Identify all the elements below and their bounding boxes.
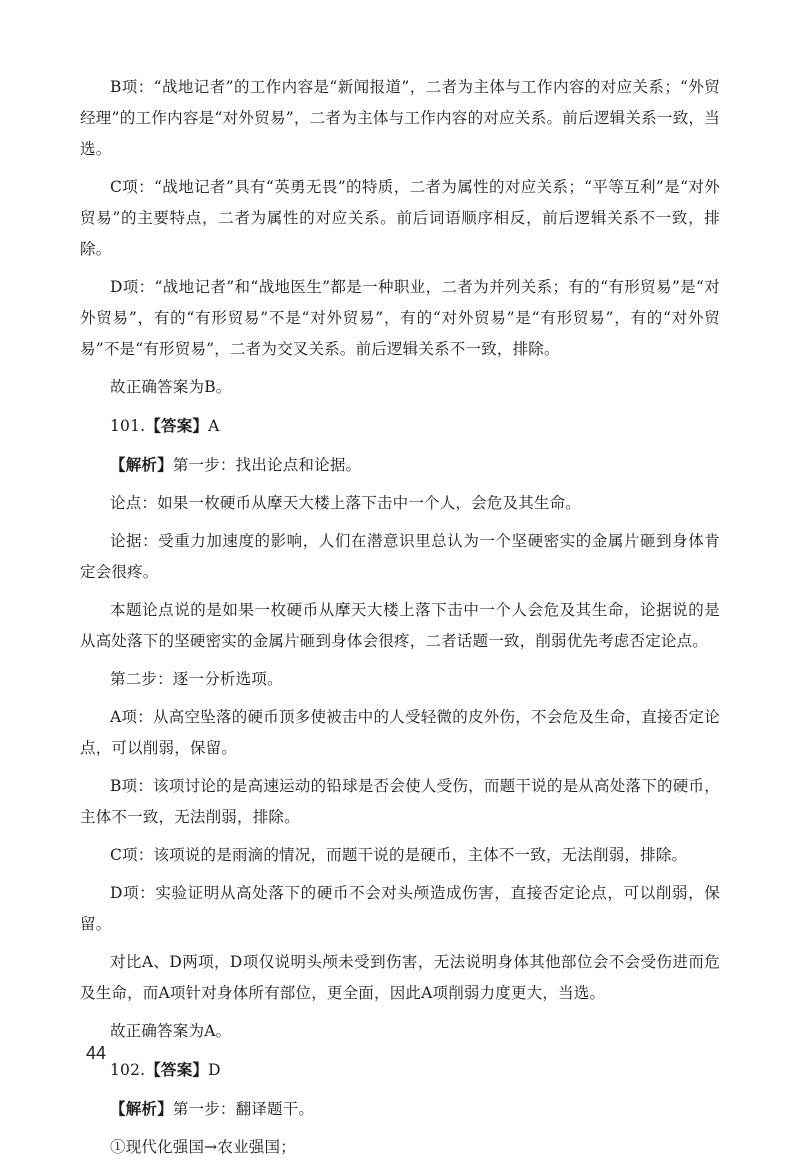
paragraph-answer-101: 故正确答案为A。: [110, 1022, 232, 1040]
question-102-answer: [80, 1054, 720, 1086]
paragraph-option-c-101: C项：该项说的是雨滴的情况，而题干说的是硬币，主体不一致，无法削弱，排除。: [110, 846, 688, 864]
answer-value: D: [208, 1061, 221, 1079]
answer-label: 【答案】: [145, 1060, 209, 1079]
paragraph-option-d-101: D项：实验证明从高处落下的硬币不会对头颅造成伤害，直接否定论点，可以削弱，保留。: [80, 884, 720, 933]
paragraph-comparison: 对比A、D两项，D项仅说明头颅未受到伤害，无法说明身体其他部位会不会受伤进而危及生命，而A项针对身体所有部位，更全面，因此A项削弱力度更大，当选。: [80, 953, 720, 1002]
paragraph-option-b-101: B项：该项讨论的是高速运动的铅球是否会使人受伤，而题干说的是从高处落下的硬币，主体不一致，无法削弱，排除。: [80, 777, 720, 826]
answer-label: 【答案】: [145, 416, 209, 435]
paragraph-argument: 论点：如果一枚硬币从摩天大楼上落下击中一个人，会危及其生命。: [110, 494, 582, 512]
paragraph-topic-analysis: 本题论点说的是如果一枚硬币从摩天大楼上落下击中一个人会危及其生命，论据说的是从高处落下的坚硬密实的金属片砸到身体会很疼，二者话题一致，削弱优先考虑否定论点。: [80, 601, 720, 650]
analysis-label: 【解析】: [110, 1099, 173, 1118]
paragraph-option-d: D项：“战地记者”和“战地医生”都是一种职业，二者为并列关系；有的“有形贸易”是“对外贸易”，有的“有形贸易”不是“对外贸易”，有的“对外贸易”是“有形贸易”，有的“对外贸易”不是“有形贸易”，二者为交叉关系。前后逻辑关系不一致，排除。: [80, 278, 720, 358]
question-number: 101.: [110, 417, 146, 435]
analysis-step: 第一步：找出论点和论据。: [172, 456, 362, 474]
question-101-answer: [80, 410, 720, 442]
question-number: 102.: [110, 1061, 146, 1079]
question-101-analysis: [80, 449, 720, 481]
analysis-label: 【解析】: [110, 455, 173, 474]
paragraph-step-two: 第二步：逐一分析选项。: [110, 670, 283, 688]
answer-value: A: [208, 417, 220, 435]
paragraph-translation-1: ①现代化强国→农业强国；: [110, 1138, 296, 1156]
page-number: 44: [86, 1043, 107, 1063]
paragraph-evidence: 论据：受重力加速度的影响，人们在潜意识里总认为一个坚硬密实的金属片砸到身体肯定会很疼。: [80, 532, 720, 581]
paragraph-option-a-101: A项：从高空坠落的硬币顶多使被击中的人受轻微的皮外伤，不会危及生命，直接否定论点，可以削弱，保留。: [80, 708, 720, 757]
analysis-step: 第一步：翻译题干。: [172, 1100, 315, 1118]
document-body: [80, 72, 720, 1170]
paragraph-answer-conclusion: 故正确答案为B。: [110, 378, 232, 396]
paragraph-option-c: C项：“战地记者”具有“英勇无畏”的特质，二者为属性的对应关系；“平等互利”是“对外贸易”的主要特点，二者为属性的对应关系。前后词语顺序相反，前后逻辑关系不一致，排除。: [80, 178, 720, 258]
question-102-analysis: [80, 1093, 720, 1125]
paragraph-option-b: B项：“战地记者”的工作内容是“新闻报道”，二者为主体与工作内容的对应关系；“外贸经理”的工作内容是“对外贸易”，二者为主体与工作内容的对应关系。前后逻辑关系一致，当选。: [80, 78, 720, 158]
